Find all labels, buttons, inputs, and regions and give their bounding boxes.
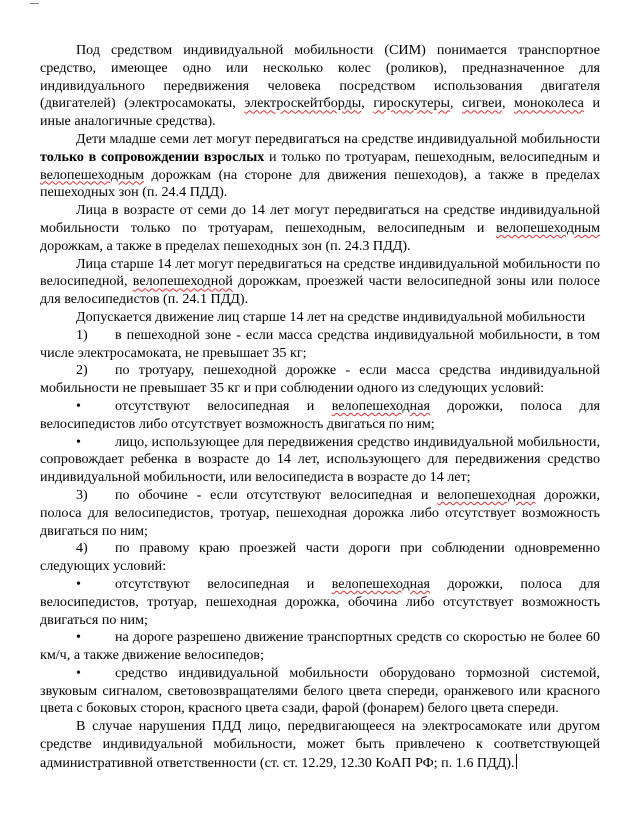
paragraph-liability — [40, 718, 600, 772]
bullet-icon: • — [76, 575, 81, 592]
list-number: 1) — [76, 326, 88, 343]
bullet-item — [40, 398, 600, 434]
bullet-item — [40, 576, 600, 629]
text-run: дорожкам (на стороне для движения пешеходов), а также в пределах пешеходных зон (п. 24.4 ПДД). — [40, 166, 600, 201]
text-run: Лица в возрасте от семи до 14 лет могут передвигаться на средстве индивидуальной мобильности только по тротуарам, пешеходным, велосипедным и — [40, 202, 600, 236]
text-run: и иные аналогичные средства). — [40, 95, 601, 130]
spellcheck-word: велопешеходным — [40, 166, 144, 183]
text-run: В случае нарушения ПДД лицо, передвигающееся на электросамокате или другом средстве индивидуальной мобильности, может быть привлечено к соответствующей административной ответственности (ст. ст. 12.29, 12.30 КоАП РФ; п. 1.6 ПДД). — [40, 718, 600, 771]
spellcheck-word: велопешеходной — [132, 273, 233, 290]
paragraph-definition — [40, 42, 600, 131]
bullet-item — [40, 434, 600, 487]
spellcheck-word: велопешеходная — [437, 486, 536, 503]
text-run: отсутствуют велосипедная и — [115, 575, 332, 592]
text-run: , — [449, 95, 463, 112]
text-run: дорожкам, проезжей части велосипедной зоны или полосе для велосипедистов (п. 24.1 ПДД). — [40, 273, 600, 308]
text-run: по обочине - если отсутствуют велосипедная и — [115, 486, 438, 503]
list-item — [40, 327, 600, 363]
paragraph-children-under-7 — [40, 131, 600, 202]
text-run: лицо, использующее для передвижения средство индивидуальной мобильности, сопровождает ребенка в возрасте до 14 лет, использующего для передвижения средство индивидуальной мобильности, или велосипедиста в возрасте до 14 лет; — [40, 433, 600, 486]
list-number: 4) — [76, 540, 88, 557]
paragraph-over-14 — [40, 256, 600, 309]
spellcheck-word: электроскейтборды — [244, 95, 362, 112]
page-corner-mark — [30, 0, 39, 4]
list-number: 3) — [76, 486, 88, 503]
bold-text: только в сопровождении взрослых — [40, 148, 265, 165]
list-item — [40, 540, 600, 576]
text-run: дорожки, полоса для велосипедистов, тротуар, пешеходная дорожка, обочина либо отсутствует возможность двигаться по ним; — [40, 575, 601, 628]
text-run: по правому краю проезжей части дороги при соблюдении одновременно следующих условий: — [40, 540, 600, 575]
text-cursor — [516, 754, 517, 769]
text-run: Дети младше семи лет могут передвигаться на средстве индивидуальной мобильности — [76, 130, 600, 147]
bullet-icon: • — [76, 664, 81, 681]
spellcheck-word: сигвеи — [462, 95, 502, 112]
text-run: дорожки, полоса для велосипедистов либо отсутствует возможность двигаться по ним; — [40, 397, 601, 432]
spellcheck-word: велопешеходная — [331, 397, 430, 414]
bullet-icon: • — [76, 433, 81, 450]
text-run: Лица старше 14 лет могут передвигаться на средстве индивидуальной мобильности по велосипедной, — [40, 255, 600, 290]
list-item — [40, 487, 600, 540]
text-run: по тротуару, пешеходной дорожке - если масса средства индивидуальной мобильности не превышает 35 кг и при соблюдении одного из следующих условий: — [40, 362, 600, 397]
text-run: и только по тротуарам, пешеходным, велосипедным и — [264, 148, 600, 165]
text-run: Под средством индивидуальной мобильности (СИМ) понимается транспортное средство, имеющее одно или несколько колес (роликов), предназначенное для индивидуального передвижения человека посредством использования двигателя (двигателей) (электросамокаты, — [40, 42, 600, 112]
paragraph-age-7-14 — [40, 202, 600, 255]
list-number: 2) — [76, 362, 88, 379]
bullet-icon: • — [76, 629, 81, 646]
bullet-item — [40, 629, 600, 665]
spellcheck-word: моноколеса — [514, 95, 584, 112]
spellcheck-word: гироскутеры — [373, 95, 450, 112]
spellcheck-word: велопешеходная — [331, 575, 430, 592]
text-run: отсутствуют велосипедная и — [115, 397, 332, 414]
spellcheck-word: велопешеходным — [496, 219, 600, 236]
text-run: дорожкам, а также в пределах пешеходных зон (п. 24.3 ПДД). — [40, 237, 411, 254]
document-page[interactable] — [40, 42, 600, 773]
paragraph-allowed-intro: Допускается движение лиц старше 14 лет на средстве индивидуальной мобильности — [76, 308, 586, 325]
text-run: дорожки, полоса для велосипедистов, тротуар, пешеходная дорожка либо отсутствует возможность двигаться по ним; — [40, 486, 600, 539]
list-item — [40, 362, 600, 398]
text-run: , — [501, 95, 515, 112]
text-run: на дороге разрешено движение транспортных средств со скоростью не более 60 км/ч, а также движение велосипедов; — [40, 629, 600, 664]
bullet-item — [40, 665, 600, 718]
text-run: в пешеходной зоне - если масса средства индивидуальной мобильности, в том числе электросамоката, не превышает 35 кг; — [40, 326, 600, 361]
text-run: средство индивидуальной мобильности оборудовано тормозной системой, звуковым сигналом, световозвращателями белого цвета спереди, оранжевого или красного цвета с боковых сторон, красного цвета сзади, фарой (фонарем) белого цвета спереди. — [40, 664, 600, 717]
bullet-icon: • — [76, 397, 81, 414]
text-run: , — [361, 95, 374, 112]
